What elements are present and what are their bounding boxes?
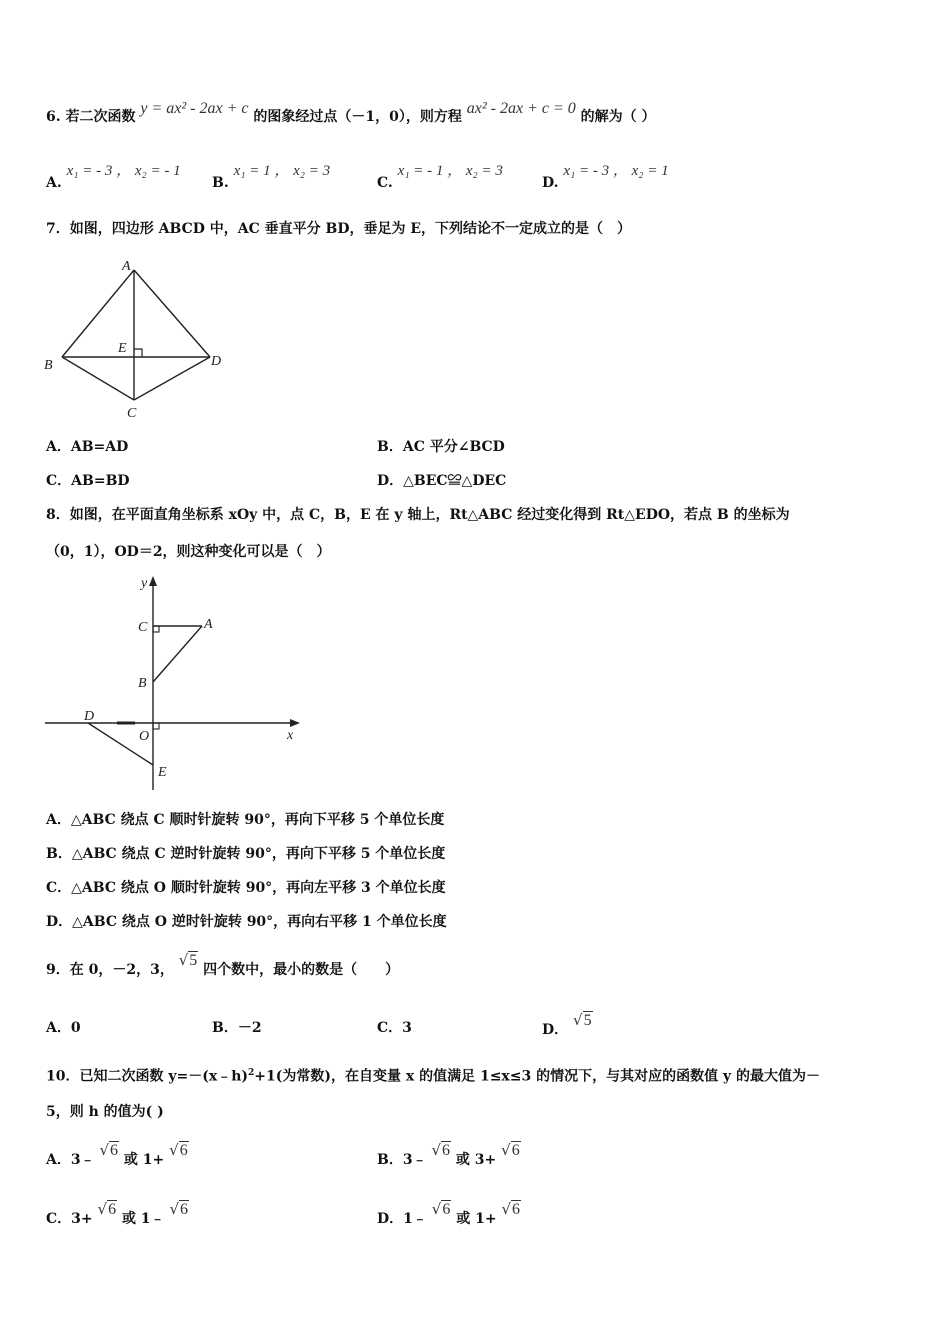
q7-edge-ad	[134, 270, 210, 357]
q8-right-angle-c	[153, 626, 159, 632]
sqrt-icon: √	[99, 1141, 110, 1159]
q7-label-d: D	[211, 354, 222, 369]
q8-label-e: E	[158, 765, 167, 780]
q7-option-a[interactable]: A．AB=AD	[46, 439, 129, 455]
sqrt-icon: √	[97, 1200, 108, 1218]
q7-option-c[interactable]: C．AB=BD	[46, 473, 130, 489]
q9-option-d[interactable]	[542, 1011, 593, 1039]
q6-option-b-label: B.	[212, 175, 229, 191]
q8-option-a[interactable]: A．△ABC 绕点 C 顺时针旋转 90°，再向下平移 5 个单位长度	[46, 812, 445, 828]
q6-number: 6.	[46, 109, 61, 125]
q7-label-e: E	[118, 341, 127, 356]
q8-label-d: D	[84, 709, 95, 724]
q9-option-a[interactable]: A．0	[46, 1020, 81, 1036]
q10-option-b[interactable]: B．3﹣ √6 或 3+ √6	[377, 1141, 520, 1168]
q10-option-a[interactable]: A．3﹣ √6 或 1+ √6	[46, 1141, 188, 1168]
q10-stem-line-1	[46, 1068, 820, 1085]
sqrt-icon: √	[431, 1200, 442, 1218]
q6-option-a-solution: x₁ = - 3 ， x₂ = - 1	[66, 163, 181, 179]
q8-edge-ab	[153, 626, 202, 682]
q6-option-d[interactable]	[542, 162, 669, 191]
q9-stem	[46, 951, 400, 979]
q8-y-axis-arrow	[149, 576, 157, 586]
q6-function: y = ax² - 2ax + c	[140, 100, 249, 117]
q8-option-d[interactable]: D．△ABC 绕点 O 逆时针旋转 90°，再向右平移 1 个单位长度	[46, 914, 447, 930]
q8-label-o: O	[139, 729, 150, 744]
q8-label-a: A	[204, 617, 213, 632]
q8-right-angle-o	[153, 723, 159, 729]
q8-option-b[interactable]: B．△ABC 绕点 C 逆时针旋转 90°，再向下平移 5 个单位长度	[46, 846, 446, 862]
q10-stem-1a: 10．已知二次函数 y=－(x﹣h)	[46, 1068, 248, 1085]
q9-stem-pre: 9．在 0，－2，3，	[46, 962, 174, 978]
q6-equation: ax² - 2ax + c = 0	[466, 100, 576, 117]
q6-text-3: 的解为（ ）	[580, 109, 656, 125]
q10-option-d[interactable]: D．1﹣ √6 或 1+ √6	[377, 1200, 520, 1227]
q6-option-c-label: C.	[377, 175, 393, 191]
q8-label-x: x	[287, 728, 294, 743]
q7-right-angle-mark	[134, 349, 142, 357]
q6-option-a-label: A.	[46, 175, 62, 191]
q6-stem	[46, 100, 656, 126]
q8-label-b: B	[138, 676, 147, 691]
sqrt-icon: √	[169, 1200, 179, 1218]
q8-stem-line-1: 8．如图，在平面直角坐标系 xOy 中，点 C，B，E 在 y 轴上，Rt△ABC 经过变化得到 Rt△EDO，若点 B 的坐标为	[46, 507, 790, 523]
q6-text-1: 若二次函数	[65, 109, 136, 125]
q8-figure-coordinate-plane	[40, 572, 310, 794]
sqrt-icon: √	[178, 951, 189, 969]
q7-edge-bc	[62, 357, 134, 400]
q7-label-c: C	[127, 406, 137, 421]
sqrt-icon: √	[501, 1200, 511, 1218]
q7-label-b: B	[44, 358, 53, 373]
q6-option-a[interactable]	[46, 162, 181, 191]
q6-option-c-solution: x₁ = - 1 ， x₂ = 3	[397, 163, 503, 179]
q8-label-c: C	[138, 620, 148, 635]
q7-option-b[interactable]: B．AC 平分∠BCD	[377, 439, 505, 455]
q7-label-a: A	[122, 259, 131, 274]
q9-option-c[interactable]: C．3	[377, 1020, 412, 1036]
q10-stem-1b: +1(为常数)，在自变量 x 的值满足 1≤x≤3 的情况下，与其对应的函数值 y 的最大值为－	[254, 1068, 820, 1085]
q9-option-d-label: D．	[542, 1022, 569, 1038]
q7-figure-quadrilateral	[40, 255, 240, 425]
q6-option-b[interactable]	[212, 162, 331, 191]
q6-option-c[interactable]	[377, 162, 503, 191]
q9-option-b[interactable]: B．－2	[212, 1020, 262, 1036]
q7-option-d[interactable]: D．△BEC≌△DEC	[377, 473, 507, 489]
sqrt-icon: √	[501, 1141, 511, 1159]
q6-option-d-label: D.	[542, 175, 559, 191]
q9-sqrt5: √5	[178, 951, 198, 969]
q9-stem-post: 四个数中，最小的数是（ ）	[203, 962, 400, 978]
q10-stem-exponent: 2	[248, 1068, 255, 1078]
q9-option-d-sqrt: √5	[573, 1011, 592, 1029]
q6-text-2: 的图象经过点（－1，0），则方程	[253, 109, 462, 125]
q8-stem-line-2: （0，1），OD＝2，则这种变化可以是（ ）	[46, 544, 331, 560]
q8-label-y: y	[141, 576, 148, 591]
sqrt-icon: √	[431, 1141, 442, 1159]
sqrt-icon: √	[573, 1011, 583, 1029]
sqrt-icon: √	[169, 1141, 179, 1159]
q7-stem: 7．如图，四边形 ABCD 中，AC 垂直平分 BD，垂足为 E，下列结论不一定成立的是（ ）	[46, 221, 631, 237]
q10-stem-line-2: 5，则 h 的值为( )	[46, 1104, 164, 1120]
q8-x-axis-arrow	[290, 719, 300, 727]
q10-option-c[interactable]: C．3+ √6 或 1﹣ √6	[46, 1200, 188, 1227]
q7-edge-dc	[134, 357, 210, 400]
q6-option-d-solution: x₁ = - 3 ， x₂ = 1	[563, 163, 669, 179]
q8-option-c[interactable]: C．△ABC 绕点 O 顺时针旋转 90°，再向左平移 3 个单位长度	[46, 880, 446, 896]
q6-option-b-solution: x₁ = 1 ， x₂ = 3	[233, 163, 331, 179]
